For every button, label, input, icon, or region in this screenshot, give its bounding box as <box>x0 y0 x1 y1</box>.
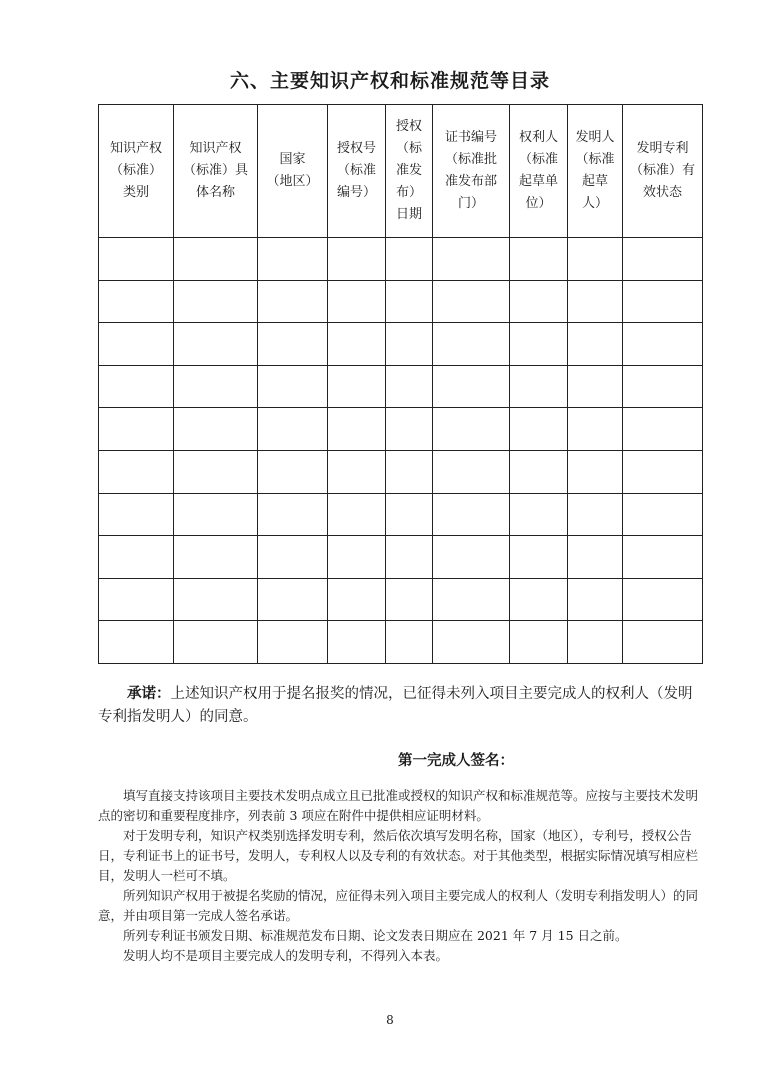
table-row <box>99 280 703 323</box>
table-cell[interactable] <box>386 408 433 451</box>
table-row <box>99 621 703 664</box>
header-grant-number: 授权号 （标准 编号） <box>328 105 386 238</box>
table-cell[interactable] <box>99 621 174 664</box>
table-row <box>99 493 703 536</box>
table-cell[interactable] <box>386 450 433 493</box>
table-header-row <box>99 105 703 238</box>
table-row <box>99 323 703 366</box>
table-cell[interactable] <box>433 365 510 408</box>
table-cell[interactable] <box>328 323 386 366</box>
table-cell[interactable] <box>623 408 703 451</box>
page-number: 8 <box>386 1013 394 1027</box>
table-cell[interactable] <box>258 536 328 579</box>
table-cell[interactable] <box>258 365 328 408</box>
table-cell[interactable] <box>99 450 174 493</box>
signature-label: 第一完成人签名： <box>398 753 514 769</box>
table-cell[interactable] <box>510 621 568 664</box>
table-cell[interactable] <box>174 280 258 323</box>
header-rights-holder: 权利人 （标准 起草单 位） <box>510 105 568 238</box>
table-cell[interactable] <box>99 408 174 451</box>
table-cell[interactable] <box>328 450 386 493</box>
promise-statement <box>98 682 706 729</box>
table-row <box>99 238 703 281</box>
table-row <box>99 578 703 621</box>
table-cell[interactable] <box>328 578 386 621</box>
table-cell[interactable] <box>433 578 510 621</box>
header-ip-category: 知识产权 （标准） 类别 <box>99 105 174 238</box>
table-cell[interactable] <box>174 578 258 621</box>
table-cell[interactable] <box>433 323 510 366</box>
instruction-paragraph: 填写直接支持该项目主要技术发明点成立且已批准或授权的知识产权和标准规范等。应按与主要技术发明点的密切和重要程度排序，列表前 3 项应在附件中提供相应证明材料。 <box>98 788 699 823</box>
table-cell[interactable] <box>510 238 568 281</box>
table-cell[interactable] <box>510 493 568 536</box>
table-cell[interactable] <box>174 238 258 281</box>
table-cell[interactable] <box>510 536 568 579</box>
table-cell[interactable] <box>433 238 510 281</box>
promise-label: 承诺： <box>127 685 171 702</box>
page-title: 六、主要知识产权和标准规范等目录 <box>229 70 550 92</box>
table-cell[interactable] <box>510 280 568 323</box>
table-cell[interactable] <box>386 578 433 621</box>
table-cell[interactable] <box>386 536 433 579</box>
table-cell[interactable] <box>258 621 328 664</box>
table-cell[interactable] <box>623 493 703 536</box>
table-row <box>99 536 703 579</box>
instruction-paragraph: 对于发明专利，知识产权类别选择发明专利，然后依次填写发明名称，国家（地区），专利号，授权公告日，专利证书上的证书号，发明人，专利权人以及专利的有效状态。对于其他类型，根据实际情况填写相应栏目，发明人一栏可不填。 <box>98 828 699 883</box>
table-cell[interactable] <box>99 578 174 621</box>
table-cell[interactable] <box>568 493 623 536</box>
table-cell[interactable] <box>386 238 433 281</box>
table-cell[interactable] <box>258 238 328 281</box>
table-cell[interactable] <box>99 238 174 281</box>
table-cell[interactable] <box>258 280 328 323</box>
table-cell[interactable] <box>623 365 703 408</box>
header-validity-status: 发明专利 （标准）有 效状态 <box>623 105 703 238</box>
table-cell[interactable] <box>623 450 703 493</box>
table-cell[interactable] <box>623 536 703 579</box>
table-cell[interactable] <box>174 365 258 408</box>
table-cell[interactable] <box>99 280 174 323</box>
table-cell[interactable] <box>328 280 386 323</box>
table-cell[interactable] <box>328 621 386 664</box>
table-cell[interactable] <box>174 450 258 493</box>
table-cell[interactable] <box>328 536 386 579</box>
table-cell[interactable] <box>174 493 258 536</box>
table-cell[interactable] <box>623 238 703 281</box>
table-row <box>99 450 703 493</box>
table-cell[interactable] <box>433 280 510 323</box>
table-cell[interactable] <box>568 280 623 323</box>
table-cell[interactable] <box>623 621 703 664</box>
table-cell[interactable] <box>174 536 258 579</box>
table-cell[interactable] <box>328 365 386 408</box>
table-cell[interactable] <box>568 365 623 408</box>
table-cell[interactable] <box>258 578 328 621</box>
table-cell[interactable] <box>386 365 433 408</box>
promise-text: 上述知识产权用于提名报奖的情况，已征得未列入项目主要完成人的权利人（发明专利指发明人）的同意。 <box>98 686 693 725</box>
table-cell[interactable] <box>386 621 433 664</box>
table-cell[interactable] <box>568 408 623 451</box>
header-grant-date: 授权 （标 准发 布） 日期 <box>386 105 433 238</box>
table-cell[interactable] <box>433 536 510 579</box>
table-cell[interactable] <box>433 621 510 664</box>
table-cell[interactable] <box>568 323 623 366</box>
table-cell[interactable] <box>328 238 386 281</box>
ip-table <box>98 104 703 664</box>
table-cell[interactable] <box>99 493 174 536</box>
table-cell[interactable] <box>510 365 568 408</box>
header-country: 国家 （地区） <box>258 105 328 238</box>
table-cell[interactable] <box>433 450 510 493</box>
table-cell[interactable] <box>510 408 568 451</box>
table-cell[interactable] <box>623 280 703 323</box>
instruction-paragraph: 所列专利证书颁发日期、标准规范发布日期、论文发表日期应在 2021 年 7 月 15 日之前。 <box>123 928 628 943</box>
table-cell[interactable] <box>510 578 568 621</box>
table-cell[interactable] <box>258 408 328 451</box>
table-cell[interactable] <box>99 323 174 366</box>
table-cell[interactable] <box>623 323 703 366</box>
table-cell[interactable] <box>174 408 258 451</box>
table-cell[interactable] <box>510 323 568 366</box>
table-cell[interactable] <box>174 621 258 664</box>
table-cell[interactable] <box>433 408 510 451</box>
header-inventor: 发明人 （标准 起草 人） <box>568 105 623 238</box>
table-cell[interactable] <box>328 408 386 451</box>
instruction-paragraph: 发明人均不是项目主要完成人的发明专利，不得列入本表。 <box>123 948 449 963</box>
table-cell[interactable] <box>568 621 623 664</box>
table-cell[interactable] <box>258 450 328 493</box>
table-cell[interactable] <box>386 280 433 323</box>
table-cell[interactable] <box>623 578 703 621</box>
instruction-paragraph: 所列知识产权用于被提名奖励的情况，应征得未列入项目主要完成人的权利人（发明专利指发明人）的同意，并由项目第一完成人签名承诺。 <box>98 888 699 923</box>
table-row <box>99 365 703 408</box>
header-certificate-number: 证书编号 （标准批 准发布部 门） <box>433 105 510 238</box>
table-cell[interactable] <box>568 450 623 493</box>
table-cell[interactable] <box>99 536 174 579</box>
table-cell[interactable] <box>99 365 174 408</box>
table-row <box>99 408 703 451</box>
table-cell[interactable] <box>328 493 386 536</box>
table-cell[interactable] <box>433 493 510 536</box>
table-cell[interactable] <box>568 536 623 579</box>
table-cell[interactable] <box>386 323 433 366</box>
header-ip-name: 知识产权 （标准）具 体名称 <box>174 105 258 238</box>
table-cell[interactable] <box>174 323 258 366</box>
table-cell[interactable] <box>568 238 623 281</box>
table-cell[interactable] <box>386 493 433 536</box>
table-cell[interactable] <box>510 450 568 493</box>
table-cell[interactable] <box>258 323 328 366</box>
instructions <box>98 786 706 966</box>
table-cell[interactable] <box>568 578 623 621</box>
table-cell[interactable] <box>258 493 328 536</box>
